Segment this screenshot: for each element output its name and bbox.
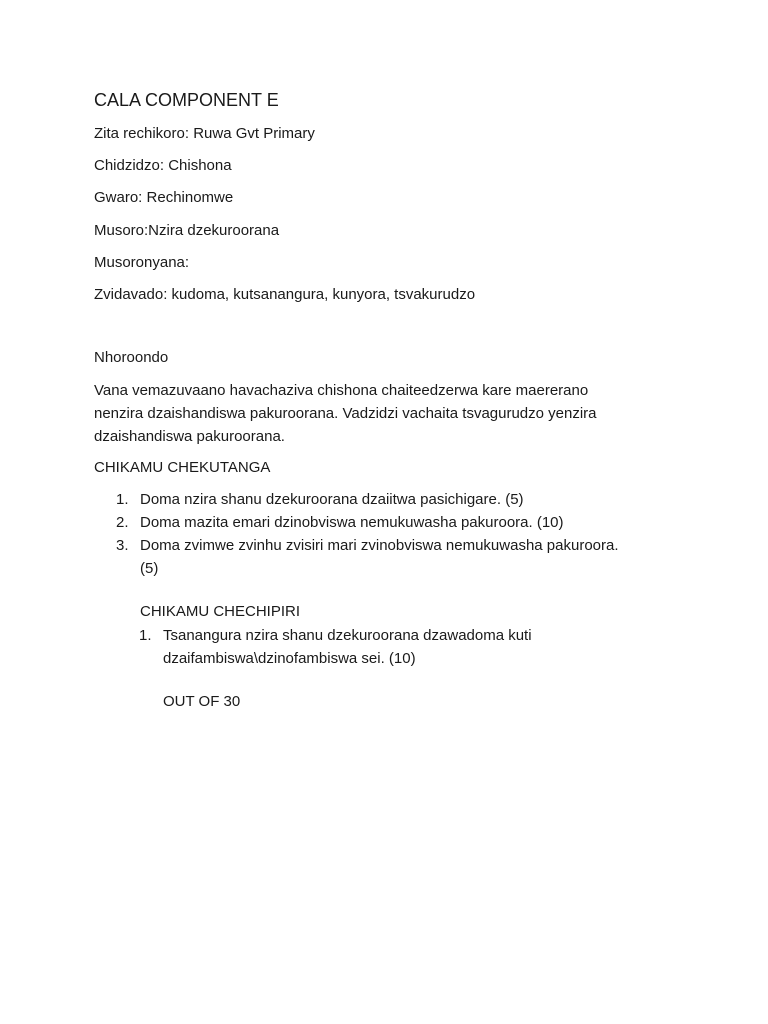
- total-marks: OUT OF 30: [163, 693, 241, 710]
- list-item-continuation: (5): [140, 560, 159, 577]
- list-item: Doma nzira shanu dzekuroorana dzaiitwa pasichigare. (5): [140, 491, 524, 508]
- intro-line: nenzira dzaishandiswa pakuroorana. Vadzidzi vachaita tsvagurudzo yenzira: [94, 405, 597, 422]
- grade: Gwaro: Rechinomwe: [94, 189, 234, 206]
- school-name: Zita rechikoro: Ruwa Gvt Primary: [94, 125, 315, 142]
- list-item-number: 1.: [139, 627, 152, 644]
- list-item: Doma zvimwe zvinhu zvisiri mari zvinobviswa nemukuwasha pakuroora.: [140, 537, 619, 554]
- intro-heading: Nhoroondo: [94, 349, 169, 366]
- list-item: Doma mazita emari dzinobviswa nemukuwasha pakuroora. (10): [140, 514, 564, 531]
- skills: Zvidavado: kudoma, kutsanangura, kunyora, tsvakurudzo: [94, 286, 476, 303]
- intro-line: dzaishandiswa pakuroorana.: [94, 428, 285, 445]
- intro-line: Vana vemazuvaano havachaziva chishona chaiteedzerwa kare maererano: [94, 382, 589, 399]
- subject: Chidzidzo: Chishona: [94, 157, 232, 174]
- subtopic: Musoronyana:: [94, 254, 190, 271]
- list-item-number: 1.: [116, 491, 129, 508]
- list-item-number: 3.: [116, 537, 129, 554]
- topic: Musoro:Nzira dzekuroorana: [94, 222, 280, 239]
- list-item-number: 2.: [116, 514, 129, 531]
- list-item: Tsanangura nzira shanu dzekuroorana dzawadoma kuti: [163, 627, 532, 644]
- section2-heading: CHIKAMU CHECHIPIRI: [140, 603, 301, 620]
- document-title: CALA COMPONENT E: [94, 90, 279, 110]
- section1-heading: CHIKAMU CHEKUTANGA: [94, 459, 271, 476]
- list-item-continuation: dzaifambiswa\dzinofambiswa sei. (10): [163, 650, 416, 667]
